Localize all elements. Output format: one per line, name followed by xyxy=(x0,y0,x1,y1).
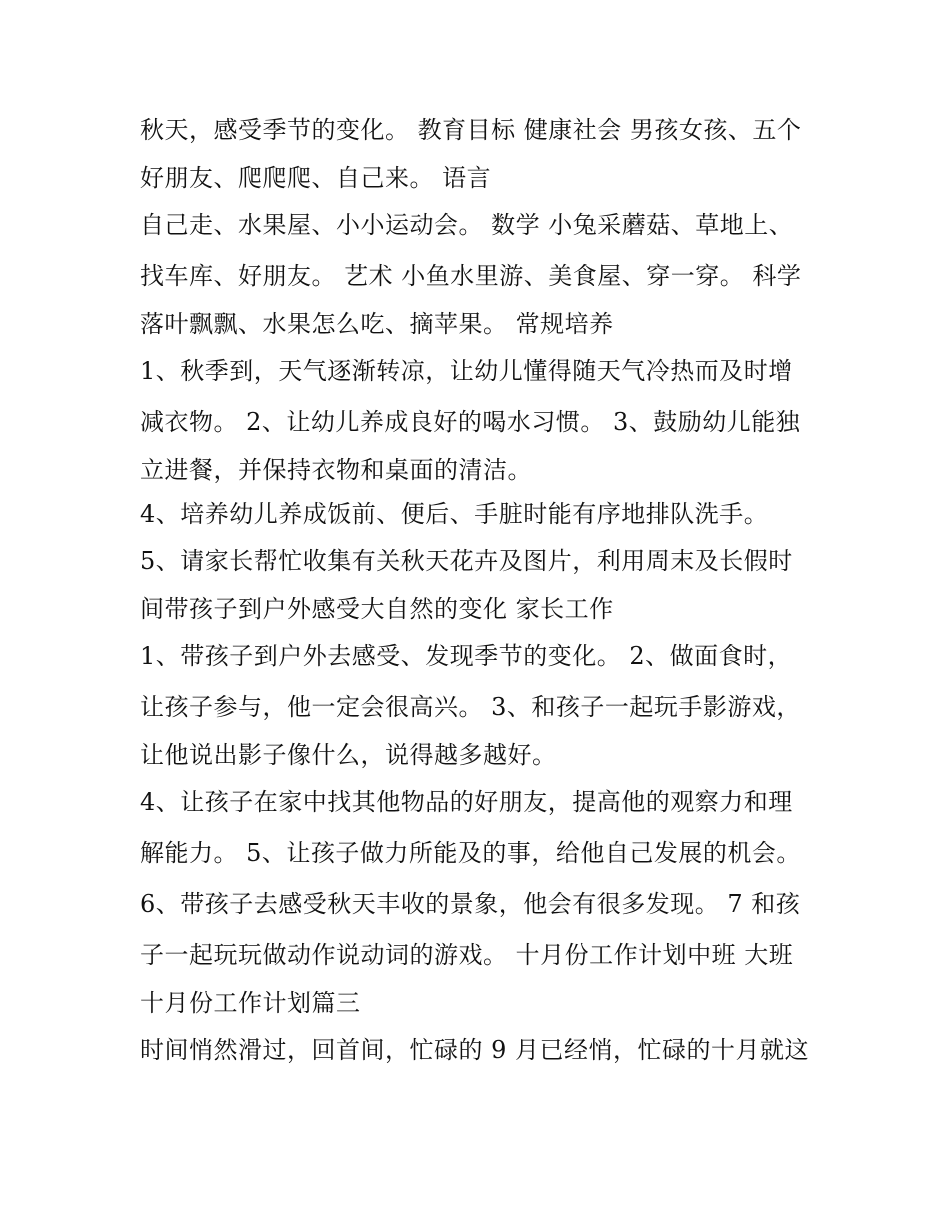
text-line: 秋天，感受季节的变化。 教育目标 健康社会 男孩女孩、五个 xyxy=(140,116,802,144)
text-line: 5、请家长帮忙收集有关秋天花卉及图片，利用周末及长假时 xyxy=(140,547,793,575)
text-line: 好朋友、爬爬爬、自己来。 语言 xyxy=(140,164,492,192)
text-line: 1、秋季到，天气逐渐转凉，让幼儿懂得随天气冷热而及时增 xyxy=(140,357,793,385)
text-line: 间带孩子到户外感受大自然的变化 家长工作 xyxy=(140,595,614,623)
body-text xyxy=(140,105,840,1076)
text-line: 十月份工作计划篇三 xyxy=(140,989,361,1017)
text-line: 让孩子参与，他一定会很高兴。 3、和孩子一起玩手影游戏， xyxy=(140,693,801,721)
text-line: 落叶飘飘、水果怎么吃、摘苹果。 常规培养 xyxy=(140,310,614,338)
text-line: 找车库、好朋友。 艺术 小鱼水里游、美食屋、穿一穿。 科学 xyxy=(140,262,802,290)
text-line: 让他说出影子像什么，说得越多越好。 xyxy=(140,741,557,769)
text-line: 1、带孩子到户外去感受、发现季节的变化。 2、做面食时， xyxy=(140,642,793,670)
text-line: 解能力。 5、让孩子做力所能及的事，给他自己发展的机会。 xyxy=(140,839,801,867)
text-line: 时间悄然滑过，回首间，忙碌的 9 月已经悄，忙碌的十月就这 xyxy=(140,1036,810,1064)
text-line: 自己走、水果屋、小小运动会。 数学 小兔采蘑菇、草地上、 xyxy=(140,211,794,239)
text-line: 4、培养幼儿养成饭前、便后、手脏时能有序地排队洗手。 xyxy=(140,500,769,528)
text-line: 4、让孩子在家中找其他物品的好朋友，提高他的观察力和理 xyxy=(140,788,793,816)
text-line: 子一起玩玩做动作说动词的游戏。 十月份工作计划中班 大班 xyxy=(140,941,794,969)
text-line: 6、带孩子去感受秋天丰收的景象，他会有很多发现。 7 和孩 xyxy=(140,890,801,918)
text-line: 减衣物。 2、让幼儿养成良好的喝水习惯。 3、鼓励幼儿能独 xyxy=(140,408,801,436)
text-line: 立进餐，并保持衣物和桌面的清洁。 xyxy=(140,456,532,484)
